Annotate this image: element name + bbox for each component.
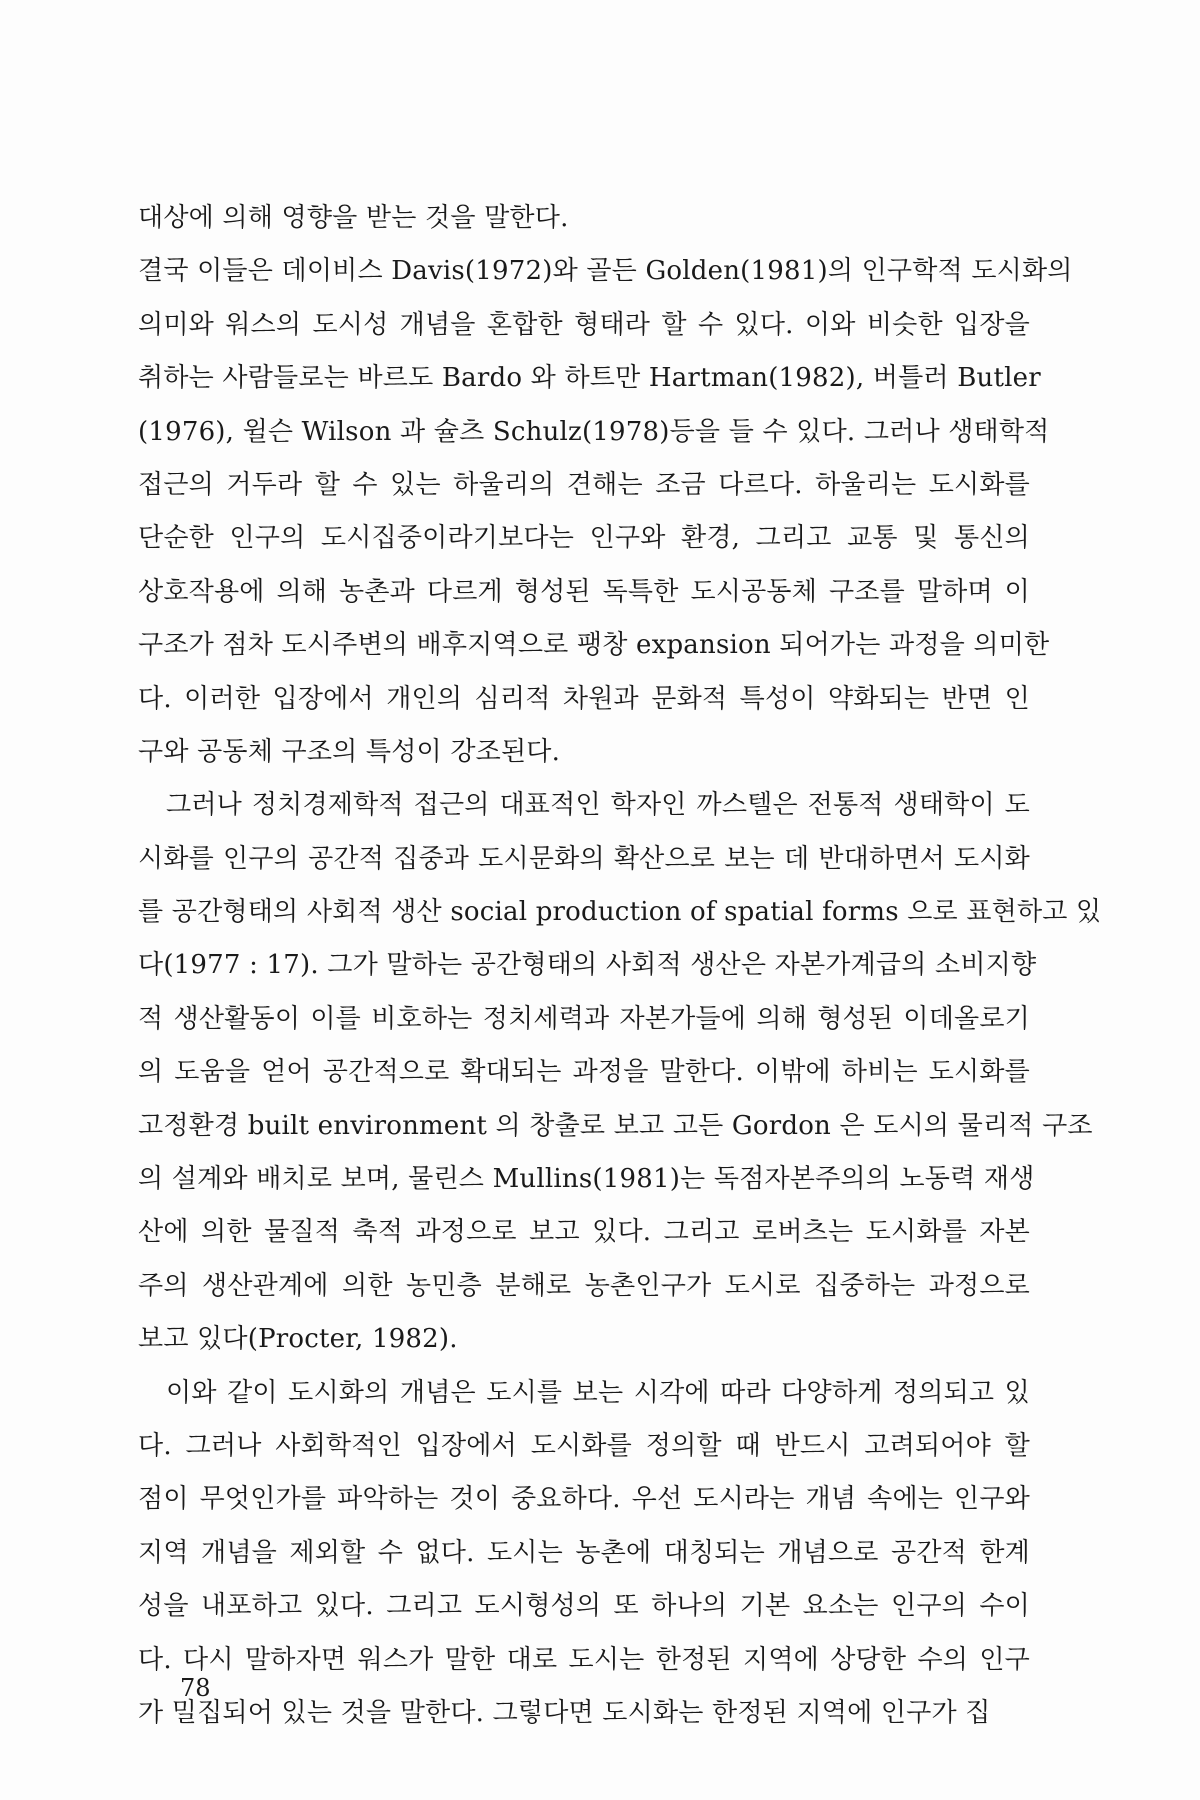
page-number: 78 — [180, 1674, 211, 1702]
text-line: 다. 이러한 입장에서 개인의 심리적 차원과 문화적 특성이 약화되는 반면 인 — [138, 683, 1030, 714]
text-line: 의 도움을 얻어 공간적으로 확대되는 과정을 말한다. 이밖에 하비는 도시화를 — [138, 1057, 1030, 1088]
text-line: 대상에 의해 영향을 받는 것을 말한다. — [138, 203, 569, 233]
body-text — [138, 192, 1102, 1740]
text-line: 취하는 사람들로는 바르도 Bardo 와 하트만 Hartman(1982), 버틀러 Butler — [138, 363, 1041, 394]
text-line: 다. 그러나 사회학적인 입장에서 도시화를 정의할 때 반드시 고려되어야 할 — [138, 1430, 1030, 1461]
text-line: 점이 무엇인가를 파악하는 것이 중요하다. 우선 도시라는 개념 속에는 인구와 — [138, 1484, 1030, 1515]
text-line: 의미와 워스의 도시성 개념을 혼합한 형태라 할 수 있다. 이와 비슷한 입장을 — [138, 309, 1030, 340]
text-line: 다. 다시 말하자면 워스가 말한 대로 도시는 한정된 지역에 상당한 수의 인구 — [138, 1644, 1030, 1675]
text-line: 결국 이들은 데이비스 Davis(1972)와 골든 Golden(1981)의 인구학적 도시화의 — [138, 256, 1073, 287]
text-line: 다(1977 : 17). 그가 말하는 공간형태의 사회적 생산은 자본가계급의 소비지향 — [138, 950, 1037, 981]
text-line: 보고 있다(Procter, 1982). — [138, 1324, 458, 1355]
text-line: 가 밀집되어 있는 것을 말한다. 그렇다면 도시화는 한정된 지역에 인구가 집 — [138, 1697, 991, 1728]
text-line: 지역 개념을 제외할 수 없다. 도시는 농촌에 대칭되는 개념으로 공간적 한계 — [138, 1537, 1030, 1568]
text-line: 접근의 거두라 할 수 있는 하울리의 견해는 조금 다르다. 하울리는 도시화를 — [138, 469, 1030, 500]
text-line: (1976), 윌슨 Wilson 과 슐츠 Schulz(1978)등을 들 수 있다. 그러나 생태학적 — [138, 416, 1050, 447]
text-line: 산에 의한 물질적 축적 과정으로 보고 있다. 그리고 로버츠는 도시화를 자본 — [138, 1217, 1030, 1248]
text-line: 구조가 점차 도시주변의 배후지역으로 팽창 expansion 되어가는 과정을 의미한 — [138, 630, 1050, 661]
text-line: 그러나 정치경제학적 접근의 대표적인 학자인 까스텔은 전통적 생태학이 도 — [166, 790, 1030, 821]
text-line: 성을 내포하고 있다. 그리고 도시형성의 또 하나의 기본 요소는 인구의 수이 — [138, 1591, 1030, 1622]
text-line: 상호작용에 의해 농촌과 다르게 형성된 독특한 도시공동체 구조를 말하며 이 — [138, 576, 1030, 607]
text-line: 구와 공동체 구조의 특성이 강조된다. — [138, 736, 561, 767]
text-line: 단순한 인구의 도시집중이라기보다는 인구와 환경, 그리고 교통 및 통신의 — [138, 523, 1030, 554]
text-line: 주의 생산관계에 의한 농민층 분해로 농촌인구가 도시로 집중하는 과정으로 — [138, 1270, 1030, 1301]
text-line: 를 공간형태의 사회적 생산 social production of spatial forms 으로 표현하고 있 — [138, 897, 1102, 928]
text-line: 이와 같이 도시화의 개념은 도시를 보는 시각에 따라 다양하게 정의되고 있 — [166, 1377, 1030, 1408]
text-line: 고정환경 built environment 의 창출로 보고 고든 Gordon 은 도시의 물리적 구조 — [138, 1110, 1093, 1141]
text-line: 적 생산활동이 이를 비호하는 정치세력과 자본가들에 의해 형성된 이데올로기 — [138, 1003, 1030, 1034]
text-line: 시화를 인구의 공간적 집중과 도시문화의 확산으로 보는 데 반대하면서 도시화 — [138, 843, 1030, 874]
text-line: 의 설계와 배치로 보며, 물린스 Mullins(1981)는 독점자본주의의 노동력 재생 — [138, 1164, 1035, 1195]
